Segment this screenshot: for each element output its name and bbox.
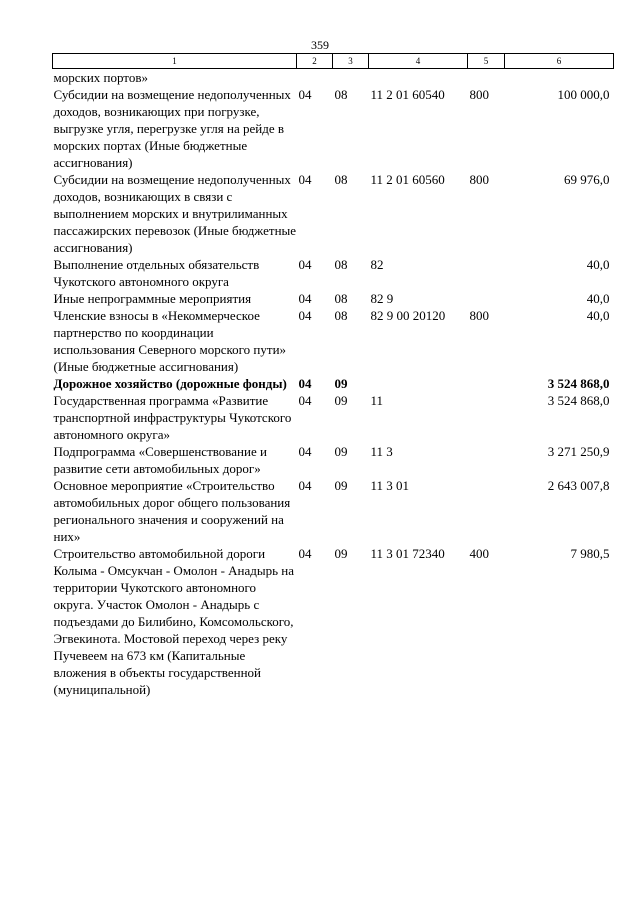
amount-cell: 7 980,5 bbox=[570, 546, 610, 561]
section-code-cell: 04 bbox=[298, 478, 312, 493]
expense-type-cell: 800 bbox=[469, 87, 489, 102]
section-code-cell bbox=[297, 69, 333, 87]
item-name-cell: Строительство автомобильной дороги Колыма - Омсукчан - Омолон - Анадырь на территории Чукотского автономного округа. Участок Омолон - Анадырь с подъездами до Билибино, Комсомольского, Эгвекинота. Мостовой переход через реку Пучевеем на 673 км (Капитальные вложения в объекты государственной (муниципальной) bbox=[53, 546, 295, 697]
expense-type-cell bbox=[468, 443, 505, 477]
target-article-cell: 11 2 01 60560 bbox=[370, 172, 445, 187]
expense-type-cell bbox=[468, 375, 505, 392]
section-code-cell: 04 bbox=[298, 308, 312, 323]
column-header-4: 4 bbox=[369, 54, 468, 69]
target-article-cell: 11 3 01 72340 bbox=[370, 546, 445, 561]
target-article-cell: 11 3 01 bbox=[370, 478, 410, 493]
amount-cell: 3 524 868,0 bbox=[547, 393, 610, 408]
target-article-cell bbox=[369, 375, 468, 392]
expense-type-cell bbox=[468, 256, 505, 290]
section-code-cell: 04 bbox=[298, 376, 312, 391]
table-row bbox=[53, 171, 614, 256]
target-article-cell: 11 2 01 60540 bbox=[370, 87, 445, 102]
subsection-code-cell: 09 bbox=[334, 444, 348, 459]
table-row bbox=[53, 545, 614, 698]
table-header bbox=[53, 54, 614, 69]
amount-cell: 40,0 bbox=[586, 308, 610, 323]
expense-type-cell: 800 bbox=[469, 172, 489, 187]
column-header-2: 2 bbox=[297, 54, 333, 69]
expense-type-cell bbox=[468, 477, 505, 545]
item-name-cell: Основное мероприятие «Строительство автомобильных дорог общего пользования регионального значения и сооружений на них» bbox=[53, 478, 291, 544]
expense-type-cell: 400 bbox=[469, 546, 489, 561]
budget-table bbox=[52, 53, 614, 698]
section-code-cell: 04 bbox=[298, 257, 312, 272]
subsection-code-cell: 08 bbox=[334, 308, 348, 323]
table-row bbox=[53, 477, 614, 545]
section-code-cell: 04 bbox=[298, 444, 312, 459]
expense-type-cell bbox=[468, 69, 505, 87]
expense-type-cell bbox=[468, 290, 505, 307]
item-name-cell: Подпрограмма «Совершенствование и развитие сети автомобильных дорог» bbox=[53, 444, 267, 476]
budget-table-container bbox=[52, 53, 613, 698]
table-body bbox=[53, 69, 614, 699]
subsection-code-cell: 09 bbox=[334, 546, 348, 561]
item-name-cell: Дорожное хозяйство (дорожные фонды) bbox=[53, 376, 287, 391]
table-row bbox=[53, 290, 614, 307]
page-number: 359 bbox=[311, 38, 329, 52]
column-header-5: 5 bbox=[468, 54, 505, 69]
subsection-code-cell bbox=[333, 69, 369, 87]
subsection-code-cell: 08 bbox=[334, 87, 348, 102]
table-row bbox=[53, 307, 614, 375]
item-name-cell: Государственная программа «Развитие транспортной инфраструктуры Чукотского автономного округа» bbox=[53, 393, 292, 442]
target-article-cell: 11 3 bbox=[370, 444, 393, 459]
table-row bbox=[53, 443, 614, 477]
item-name-cell: Членские взносы в «Некоммерческое партнерство по координации использования Северного морского пути» (Иные бюджетные ассигнования) bbox=[53, 308, 287, 374]
amount-cell: 69 976,0 bbox=[564, 172, 610, 187]
target-article-cell: 82 9 bbox=[370, 291, 394, 306]
expense-type-cell: 800 bbox=[469, 308, 489, 323]
amount-cell: 100 000,0 bbox=[557, 87, 610, 102]
section-code-cell: 04 bbox=[298, 291, 312, 306]
item-name-cell: морских портов» bbox=[53, 70, 148, 85]
table-row bbox=[53, 69, 614, 87]
subsection-code-cell: 08 bbox=[334, 257, 348, 272]
target-article-cell bbox=[369, 69, 468, 87]
amount-cell: 2 643 007,8 bbox=[547, 478, 610, 493]
subsection-code-cell: 09 bbox=[334, 393, 348, 408]
item-name-cell: Выполнение отдельных обязательств Чукотского автономного округа bbox=[53, 257, 260, 289]
table-row bbox=[53, 375, 614, 392]
amount-cell bbox=[505, 69, 614, 87]
section-code-cell: 04 bbox=[298, 393, 312, 408]
item-name-cell: Иные непрограммные мероприятия bbox=[53, 291, 252, 306]
subsection-code-cell: 09 bbox=[334, 478, 348, 493]
target-article-cell: 11 bbox=[370, 393, 384, 408]
expense-type-cell bbox=[468, 392, 505, 443]
column-header-3: 3 bbox=[333, 54, 369, 69]
table-row bbox=[53, 86, 614, 171]
amount-cell: 3 524 868,0 bbox=[547, 376, 610, 391]
amount-cell: 3 271 250,9 bbox=[547, 444, 610, 459]
table-row bbox=[53, 392, 614, 443]
subsection-code-cell: 08 bbox=[334, 291, 348, 306]
amount-cell: 40,0 bbox=[586, 257, 610, 272]
subsection-code-cell: 09 bbox=[334, 376, 348, 391]
table-row bbox=[53, 256, 614, 290]
item-name-cell: Субсидии на возмещение недополученных доходов, возникающих при погрузке, выгрузке угля, перегрузке угля на рейде в морских портах (Иные бюджетные ассигнования) bbox=[53, 87, 291, 170]
amount-cell: 40,0 bbox=[586, 291, 610, 306]
target-article-cell: 82 bbox=[370, 257, 384, 272]
column-header-1: 1 bbox=[53, 54, 297, 69]
column-header-6: 6 bbox=[505, 54, 614, 69]
section-code-cell: 04 bbox=[298, 172, 312, 187]
item-name-cell: Субсидии на возмещение недополученных доходов, возникающих в связи с выполнением морских и внутрилиманных пассажирских перевозок (Иные бюджетные ассигнования) bbox=[53, 172, 297, 255]
subsection-code-cell: 08 bbox=[334, 172, 348, 187]
section-code-cell: 04 bbox=[298, 87, 312, 102]
section-code-cell: 04 bbox=[298, 546, 312, 561]
target-article-cell: 82 9 00 20120 bbox=[370, 308, 446, 323]
